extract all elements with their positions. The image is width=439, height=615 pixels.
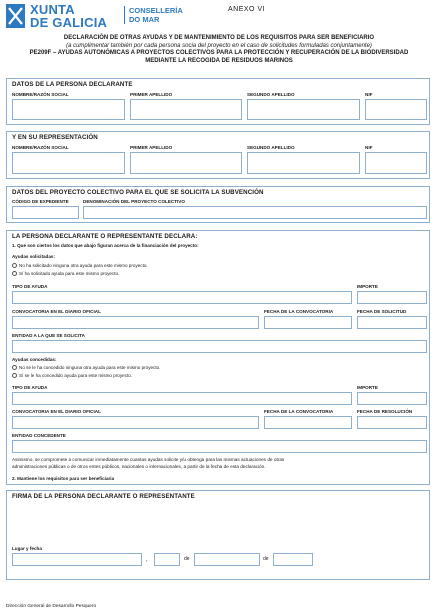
solicitadas-no-option[interactable] bbox=[12, 263, 148, 268]
document-title bbox=[14, 35, 424, 65]
solicitadas-si-text: Sí ha solicitado ayuda para este mismo proyecto. bbox=[19, 271, 120, 276]
representacion-apellido2-label: SEGUNDO APELLIDO bbox=[247, 145, 295, 150]
solicitadas-si-radio[interactable] bbox=[12, 271, 17, 276]
title-line4: MEDIANTE LA RECOGIDA DE RESIDUOS MARINOS bbox=[145, 57, 293, 64]
representacion-nombre-field[interactable] bbox=[12, 152, 125, 174]
concedidas-no-text: No se le ha concedido ninguna otra ayuda para este mismo proyecto. bbox=[19, 365, 161, 370]
con-fecha-res-field[interactable] bbox=[357, 416, 427, 429]
representacion-apellido2-field[interactable] bbox=[247, 152, 360, 174]
con-convocatoria-label: CONVOCATORIA EN EL DIARIO OFICIAL bbox=[12, 409, 101, 414]
declara-section bbox=[6, 230, 430, 485]
xunta-logo bbox=[6, 3, 196, 31]
con-tipo-field[interactable] bbox=[12, 392, 352, 405]
declarante-apellido1-field[interactable] bbox=[130, 99, 242, 120]
lugar-fecha-label: Lugar y fecha bbox=[12, 546, 42, 551]
sol-entidad-label: ENTIDAD A LA QUE SE SOLICITA bbox=[12, 333, 85, 338]
mes-field[interactable] bbox=[194, 553, 260, 566]
sol-fecha-conv-field[interactable] bbox=[264, 316, 352, 329]
de-label-2: de bbox=[263, 556, 269, 562]
declarante-apellido2-field[interactable] bbox=[247, 99, 360, 120]
declara-item1: 1. Que son ciertos los datos que abajo figuran acerca de la financiación del proyecto: bbox=[12, 243, 199, 248]
solicitadas-no-radio[interactable] bbox=[12, 263, 17, 268]
con-entidad-field[interactable] bbox=[12, 440, 427, 453]
con-importe-label: IMPORTE bbox=[357, 385, 378, 390]
proyecto-denominacion-label: DENOMINACIÓN DEL PROYECTO COLECTIVO bbox=[83, 199, 185, 204]
con-fecha-res-label: FECHA DE RESOLUCIÓN bbox=[357, 409, 413, 414]
declarante-heading: DATOS DE LA PERSONA DECLARANTE bbox=[12, 81, 133, 88]
dia-field[interactable] bbox=[154, 553, 180, 566]
sol-importe-field[interactable] bbox=[357, 291, 427, 304]
anio-field[interactable] bbox=[273, 553, 313, 566]
declarante-nombre-label: NOMBRE/RAZÓN SOCIAL bbox=[12, 92, 69, 97]
firma-section bbox=[6, 490, 430, 580]
con-convocatoria-field[interactable] bbox=[12, 416, 259, 429]
asimismo-line2: administraciones públicas o de otros entes públicos, nacionales o internacionales, a partir de la fecha de esta declaración. bbox=[12, 464, 266, 469]
sol-convocatoria-field[interactable] bbox=[12, 316, 259, 329]
sol-tipo-label: TIPO DE AYUDA bbox=[12, 284, 48, 289]
title-line2: (a cumplimentar también por cada persona socia del proyecto en el caso de solicitudes formuladas conjuntamente) bbox=[66, 42, 372, 49]
concedidas-si-option[interactable] bbox=[12, 373, 132, 378]
concedidas-si-text: Sí se le ha concedido ayuda para este mismo proyecto. bbox=[19, 373, 133, 378]
con-fecha-conv-label: FECHA DE LA CONVOCATORIA bbox=[264, 409, 334, 414]
conselleria-line2: DO MAR bbox=[129, 15, 160, 24]
representacion-nif-label: NIF bbox=[365, 145, 373, 150]
conselleria-line1: CONSELLERÍA bbox=[129, 6, 183, 15]
con-tipo-label: TIPO DE AYUDA bbox=[12, 385, 48, 390]
declarante-nombre-field[interactable] bbox=[12, 99, 125, 120]
xunta-line2: DE GALICIA bbox=[30, 15, 108, 30]
declara-item2: 2. Mantiene los requisitos para ser beneficiaria bbox=[12, 476, 115, 481]
solicitadas-no-text: No ha solicitado ninguna otra ayuda para este mismo proyecto. bbox=[19, 263, 148, 268]
ayudas-solicitadas-label: Ayudas solicitadas: bbox=[12, 254, 55, 259]
comma-separator: , bbox=[146, 557, 148, 563]
concedidas-no-option[interactable] bbox=[12, 365, 160, 370]
sol-entidad-field[interactable] bbox=[12, 340, 427, 353]
title-line3: PE209F – AYUDAS AUTONÓMICAS A PROYECTOS COLECTIVOS PARA LA PROTECCIÓN Y RECUPERACIÓN DE LA BIODIVERSIDAD bbox=[29, 50, 409, 56]
representacion-nif-field[interactable] bbox=[365, 152, 427, 174]
xunta-wordmark bbox=[30, 3, 107, 29]
title-line1: DECLARACIÓN DE OTRAS AYUDAS Y DE MANTENIMIENTO DE LOS REQUISITOS PARA SER BENEFICIARIO bbox=[63, 35, 375, 41]
sol-importe-label: IMPORTE bbox=[357, 284, 378, 289]
sol-convocatoria-label: CONVOCATORIA EN EL DIARIO OFICIAL bbox=[12, 309, 101, 314]
footer-text: Dirección General de Desarrollo Pesquero bbox=[6, 604, 97, 609]
proyecto-section bbox=[6, 186, 430, 223]
con-fecha-conv-field[interactable] bbox=[264, 416, 352, 429]
proyecto-heading: DATOS DEL PROYECTO COLECTIVO PARA EL QUE SE SOLICITA LA SUBVENCIÓN bbox=[12, 189, 264, 196]
de-label-1: de bbox=[184, 556, 190, 562]
proyecto-denominacion-field[interactable] bbox=[83, 206, 427, 219]
declarante-nif-label: NIF bbox=[365, 92, 373, 97]
representacion-apellido1-field[interactable] bbox=[130, 152, 242, 174]
declarante-apellido2-label: SEGUNDO APELLIDO bbox=[247, 92, 295, 97]
solicitadas-si-option[interactable] bbox=[12, 271, 119, 276]
representacion-heading: Y EN SU REPRESENTACIÓN bbox=[12, 134, 98, 141]
anexo-label: ANEXO VI bbox=[228, 6, 266, 13]
representacion-nombre-label: NOMBRE/RAZÓN SOCIAL bbox=[12, 145, 69, 150]
representacion-apellido1-label: PRIMER APELLIDO bbox=[130, 145, 173, 150]
sol-tipo-field[interactable] bbox=[12, 291, 352, 304]
conselleria-name bbox=[124, 6, 183, 24]
firma-heading: FIRMA DE LA PERSONA DECLARANTE O REPRESENTANTE bbox=[12, 493, 195, 500]
proyecto-codigo-field[interactable] bbox=[12, 206, 79, 219]
declarante-section bbox=[6, 78, 430, 125]
sol-fecha-conv-label: FECHA DE LA CONVOCATORIA bbox=[264, 309, 334, 314]
declarante-nif-field[interactable] bbox=[365, 99, 427, 120]
ayudas-concedidas-label: Ayudas concedidas: bbox=[12, 357, 57, 362]
con-importe-field[interactable] bbox=[357, 392, 427, 405]
xunta-shield-icon bbox=[6, 4, 25, 28]
concedidas-no-radio[interactable] bbox=[12, 365, 17, 370]
xunta-line1: XUNTA bbox=[30, 2, 75, 17]
con-entidad-label: ENTIDAD CONCEDENTE bbox=[12, 433, 66, 438]
sol-fecha-sol-field[interactable] bbox=[357, 316, 427, 329]
concedidas-si-radio[interactable] bbox=[12, 373, 17, 378]
declara-heading: LA PERSONA DECLARANTE O REPRESENTANTE DECLARA: bbox=[12, 233, 198, 240]
asimismo-line1: Asimismo, se compromete a comunicar inmediatamente cuantas ayudas solicite y/u obtenga para las mismas actuaciones de otras bbox=[12, 457, 285, 462]
sol-fecha-sol-label: FECHA DE SOLICITUD bbox=[357, 309, 407, 314]
declarante-apellido1-label: PRIMER APELLIDO bbox=[130, 92, 173, 97]
lugar-field[interactable] bbox=[12, 553, 142, 566]
proyecto-codigo-label: CÓDIGO DE EXPEDIENTE bbox=[12, 199, 69, 204]
representacion-section bbox=[6, 131, 430, 179]
